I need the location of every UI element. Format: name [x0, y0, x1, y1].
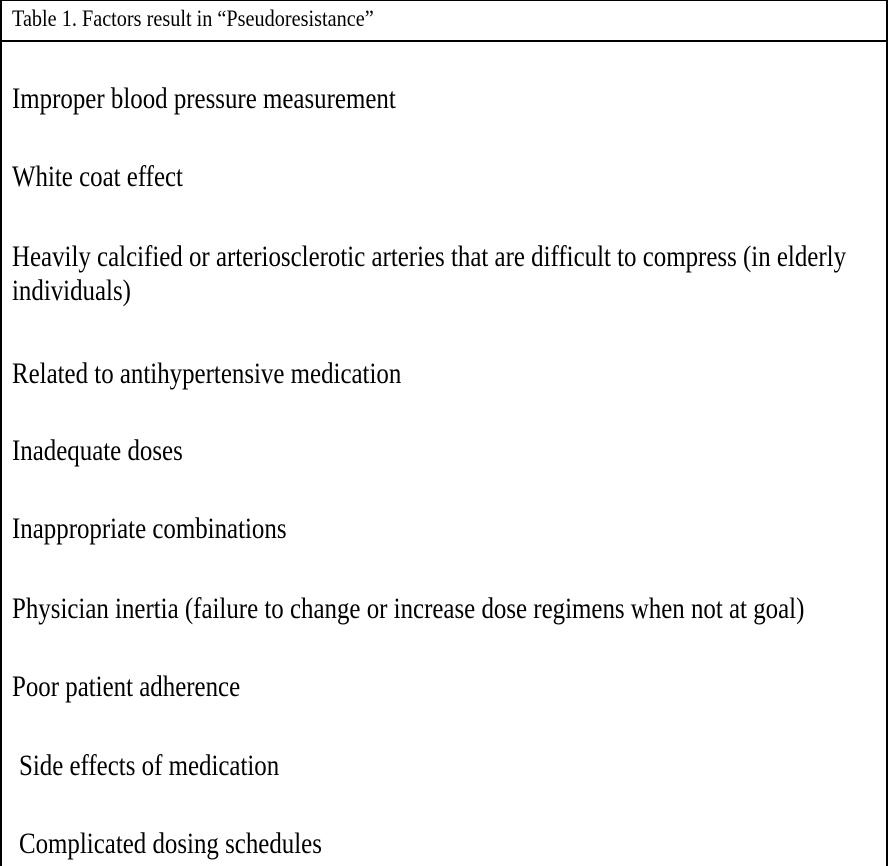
row-text-continuation: individuals)	[12, 274, 131, 307]
row-text: Inappropriate combinations	[12, 512, 287, 545]
table-row	[12, 670, 240, 704]
row-text: Related to antihypertensive medication	[12, 357, 402, 390]
table-row	[19, 827, 322, 861]
row-text: Physician inertia (failure to change or increase dose regimens when not at goal)	[12, 592, 805, 625]
row-text: Side effects of medication	[19, 749, 280, 782]
table-row	[12, 160, 183, 194]
row-text: White coat effect	[12, 160, 183, 193]
row-text: Heavily calcified or arteriosclerotic arteries that are difficult to compress (in elderly	[12, 240, 847, 273]
row-text: Poor patient adherence	[12, 670, 241, 703]
table-row	[12, 592, 804, 626]
table-row	[12, 357, 401, 391]
table-row	[12, 240, 846, 308]
header-divider	[0, 40, 888, 42]
row-text: Inadequate doses	[12, 434, 183, 467]
table-row	[12, 434, 183, 468]
table-row	[12, 82, 396, 116]
table-row	[19, 749, 279, 783]
table-row	[12, 512, 287, 546]
row-text: Complicated dosing schedules	[19, 827, 322, 860]
table-caption: Table 1. Factors result in “Pseudoresistance”	[12, 6, 374, 31]
row-text: Improper blood pressure measurement	[12, 82, 396, 115]
